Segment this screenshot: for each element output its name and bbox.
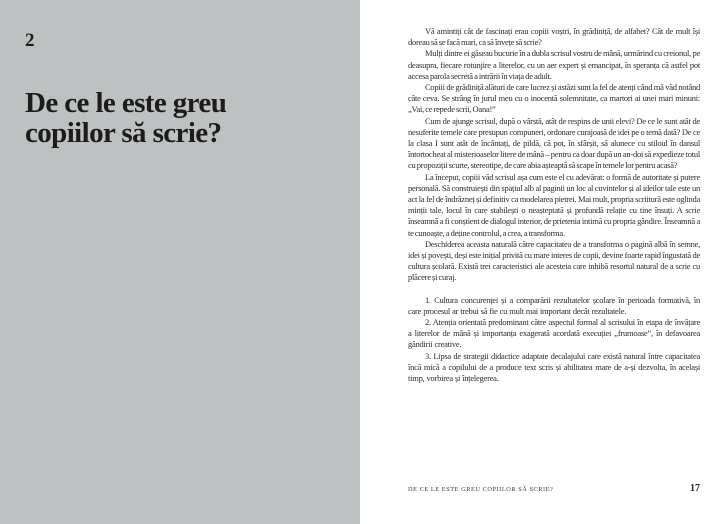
paragraph: Copiii de grădiniță alături de care lucrez și astăzi sunt la fel de atenți când mă văd notând câte ceva. Se strâng în jurul meu cu o inocentă solemnitate, ca martori ai unei mari minuni: „Vai, ce repede scrii, Oana!”: [408, 82, 700, 115]
list-item: 1. Cultura concurenței și a comparării rezultatelor școlare în perioada formativă, în care procesul ar trebui să fie cu mult mai important decât rezultatele.: [408, 294, 700, 316]
page-footer: [408, 483, 700, 494]
paragraph: Mulți dintre ei găseau bucurie în a dubla scrisul vostru de mână, urmărind cu creionul, pe deasupra, fiecare rotunjire a literelor, cu un aer expert și emancipat, în speranța că astfel pot accesa parola secretă a intrării în viața de adult.: [408, 48, 700, 81]
numbered-list: [408, 295, 700, 385]
list-item: 3. Lipsa de strategii didactice adaptate decalajului care există natural între capacitatea încă mică a copilului de a produce text scris și abilitatea mare de a-și dezvolta, în același timp, vorbirea și înțelegerea.: [408, 350, 700, 384]
text-page: [360, 0, 720, 524]
list-item: 2. Atenția orientată predominant către aspectul formal al scrisului în etapa de învățare a literelor de mână și importanța exagerată acordată execuției „frumoase”, în defavoarea gândirii creative.: [408, 317, 700, 350]
paragraph: Cum de ajunge scrisul, după o vârstă, atât de respins de unii elevi? De ce le sunt atât de nesuferite temele care presupun compuneri, ordonare curajoasă de idei pe o temă dată? De ce la clasa I sunt atât de încântați, de pildă, că pot, în sfârșit, să alunece cu stiloul în dansul întortocheat al misterioaselor litere de mână – pentru ca doar după un an-doi să expedieze totul cu propoziții scurte, stereotipe, de care abia așteaptă să scape în temele lor pentru acasă?: [408, 115, 700, 171]
paragraph: La început, copiii văd scrisul așa cum este el cu adevărat: o formă de autoritate și putere personală. Să construiești din spațiul alb al paginii un loc al cuvintelor și al ideilor tale este un act la fel de îndrăzneț și definitiv ca modelarea pietrei. Mai mult, propria scriitură este oglinda minții tale, locul în care stabilești o neașteptată și profundă relație cu tine însuți. A scrie înseamnă a fi conștient de dialogul interior, de prietenia intimă cu propria gândire. Înseamnă a te cunoaște, a deține controlul, a crea, a transforma.: [408, 171, 700, 238]
paragraph: Deschiderea aceasta naturală către capacitatea de a transforma o pagină albă în semne, idei și povești, deși este inițial privită cu mare interes de copii, devine foarte rapid îngustată de cultura școlară. Există trei caracteristici ale acesteia care inhibă resortul natural de a scrie cu plăcere și curaj.: [408, 238, 700, 283]
chapter-title-line-1: De ce le este greu: [25, 87, 227, 119]
running-title: DE CE LE ESTE GREU COPIILOR SĂ SCRIE?: [408, 486, 554, 493]
paragraph: Vă amintiți cât de fascinați erau copiii voștri, în grădiniță, de alfabet? Cât de mult își doreau să se facă mari, ca să învețe să scrie?: [408, 26, 700, 48]
chapter-number: 2: [25, 30, 35, 51]
chapter-title: [25, 88, 345, 148]
page-number: 17: [690, 483, 700, 494]
chapter-title-line-2: copiilor să scrie?: [25, 117, 222, 149]
body-text: [408, 26, 700, 384]
